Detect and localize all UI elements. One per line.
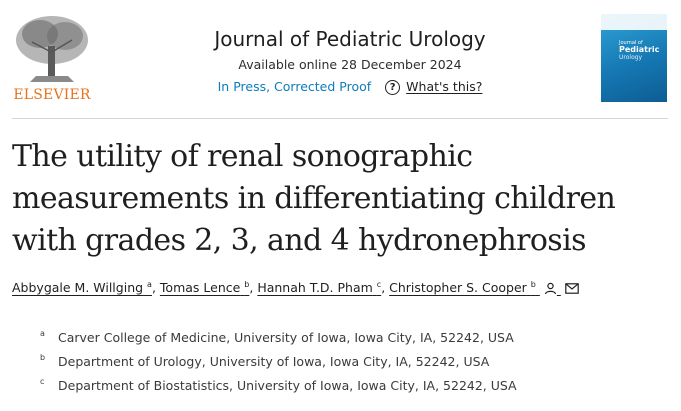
article-title: The utility of renal sonographic measurements in differentiating children with grades 2, 3, and 4 hydronephrosis [12,139,616,258]
author-link[interactable] [160,280,249,295]
elsevier-wordmark: ELSEVIER [13,87,91,103]
affiliation-text: Carver College of Medicine, University of Iowa, Iowa City, IA, 52242, USA [58,330,514,345]
cover-header-band [601,14,667,30]
affiliation-text: Department of Biostatistics, University of Iowa, Iowa City, IA, 52242, USA [58,378,517,393]
affiliation-item [40,326,517,350]
cover-text-line1: Journal of [619,40,643,46]
elsevier-logo[interactable] [10,12,94,104]
journal-title-link[interactable]: Journal of Pediatric Urology [214,27,486,51]
affiliation-text: Department of Urology, University of Iowa, Iowa City, IA, 52242, USA [58,354,490,369]
author-name: Christopher S. Cooper [389,280,527,296]
affiliation-mark: a [40,329,45,338]
author-link[interactable] [12,280,152,295]
available-online-date: Available online 28 December 2024 [238,57,462,72]
question-circle-icon: ? [385,80,400,95]
author-link[interactable] [257,280,381,295]
affiliation-list [40,326,517,398]
affiliation-item [40,350,517,374]
author-list: Abbygale M. Willging $^a$ , Tomas Lence $^b$ , Hannah T.D. Pham $^c$ , Christopher S. Cooper $^b$ [12,280,579,295]
mail-icon [565,283,579,294]
author-affiliation-mark: b [244,280,250,289]
author-name: Abbygale M. Willging [12,280,144,296]
author-affiliation-mark: a [147,280,152,289]
article-status-row [150,78,550,96]
cover-text-line2: Pediatric [619,45,660,54]
affiliation-mark: c [40,377,45,386]
cover-text-line3: Urology [619,54,643,61]
person-icon [544,282,557,295]
journal-cover-image[interactable] [601,14,667,102]
affiliation-item [40,374,517,398]
whats-this-link[interactable] [385,78,482,96]
author-affiliation-mark: c [376,280,382,289]
author-name: Tomas Lence [159,280,241,296]
in-press-link[interactable]: In Press, Corrected Proof [217,79,372,94]
whats-this-label: What's this? [406,79,483,94]
author-affiliation-mark: b [530,280,536,289]
affiliation-mark: b [40,353,46,362]
author-name: Hannah T.D. Pham [257,280,373,296]
header-divider [12,118,668,119]
tree-icon [10,12,94,86]
author-link-corresponding[interactable] [389,280,579,295]
journal-header [150,26,550,96]
